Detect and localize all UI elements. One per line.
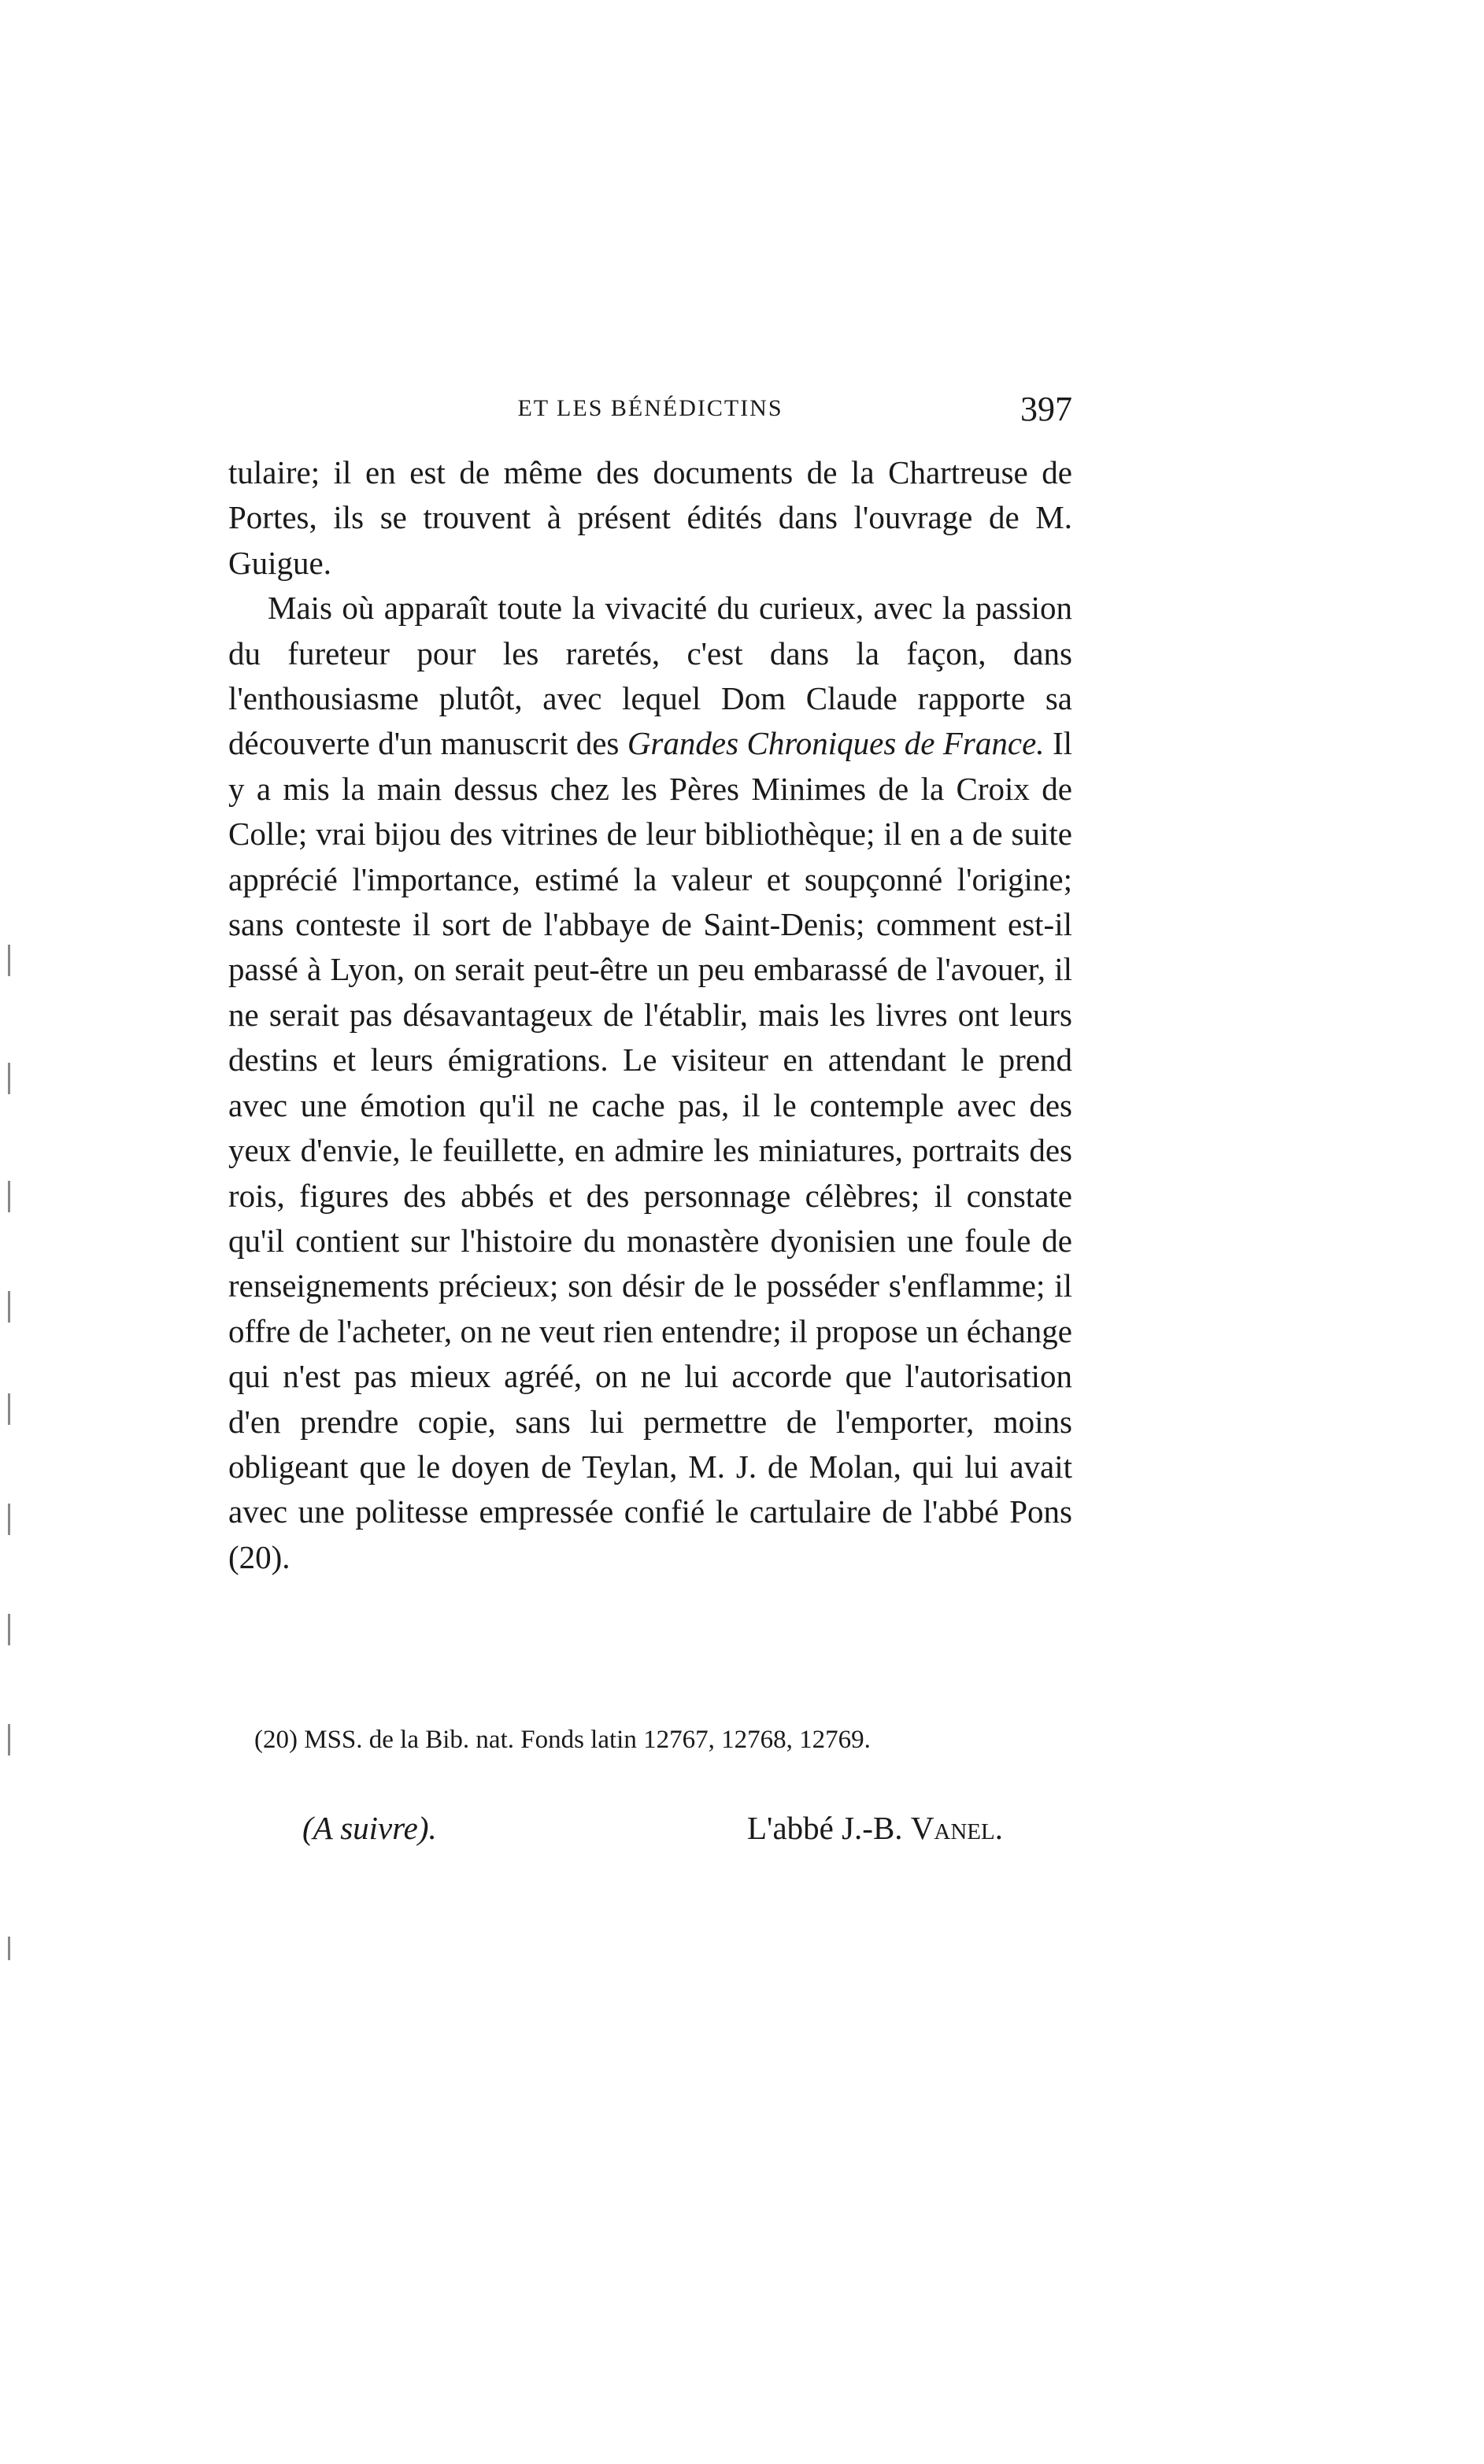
author-signature: L'abbé J.-B. Vanel. <box>747 1810 1003 1846</box>
body-text <box>228 450 1072 1580</box>
margin-mark <box>8 1937 10 1960</box>
margin-mark <box>8 1181 10 1212</box>
footnote: (20) MSS. de la Bib. nat. Fonds latin 12767, 12768, 12769. <box>254 1726 871 1754</box>
running-header <box>228 389 1072 436</box>
margin-mark <box>8 1504 10 1535</box>
paragraph-text: Il y a mis la main dessus chez les Pères Minimes de la Croix de Colle; vrai bijou des vitrines de leur bibliothèque; il en a de suite apprécié l'importance, estimé la valeur et soupçonné l'origine; sans conteste il sort de l'abbaye de Saint-Denis; comment est-il passé à Lyon, on serait peut-être un peu embarassé de l'avouer, il ne serait pas désavantageux de l'établir, mais les livres ont leurs destins et leurs émigrations. Le visiteur en attendant le prend avec une émotion qu'il ne cache pas, il le contemple avec des yeux d'envie, le feuillette, en admire les miniatures, portraits des rois, figures des abbés et des personnage célèbres; il constate qu'il contient sur l'histoire du monastère dyonisien une foule de renseignements précieux; son désir de le posséder s'enflamme; il offre de l'acheter, on ne veut rien entendre; il propose un échange qui n'est pas mieux agréé, on ne lui accorde que l'autorisation d'en prendre copie, sans lui permettre de l'emporter, moins obligeant que le doyen de Teylan, M. J. de Molan, qui lui avait avec une politesse empressée confié le cartulaire de l'abbé Pons (20). <box>228 725 1072 1575</box>
closing-line <box>302 1809 1003 1856</box>
to-be-continued: (A suivre). <box>302 1810 437 1846</box>
margin-mark <box>8 1614 10 1645</box>
paragraph-text: tulaire; il en est de même des documents de la Chartreuse de Portes, ils se trouvent à présent édités dans l'ouvrage de M. Guigue. <box>228 454 1072 581</box>
italic-title: Grandes Chroniques de France. <box>627 725 1045 762</box>
margin-mark <box>8 1063 10 1094</box>
margin-mark <box>8 1393 10 1425</box>
margin-mark <box>8 1724 10 1756</box>
page-number: 397 <box>1020 390 1072 428</box>
paragraph <box>228 450 1072 586</box>
paragraph <box>228 586 1072 1580</box>
margin-mark <box>8 1291 10 1323</box>
running-title: ET LES BÉNÉDICTINS <box>517 395 783 421</box>
margin-mark <box>8 945 10 976</box>
author-surname: Vanel. <box>910 1810 1003 1846</box>
paragraph-text: Mais où apparaît toute la vivacité du curieux, avec la passion du fureteur pour les raretés, c'est dans la façon, dans l'enthousiasme plutôt, avec lequel Dom Claude rapporte sa découverte d'un manuscrit des <box>228 590 1072 762</box>
